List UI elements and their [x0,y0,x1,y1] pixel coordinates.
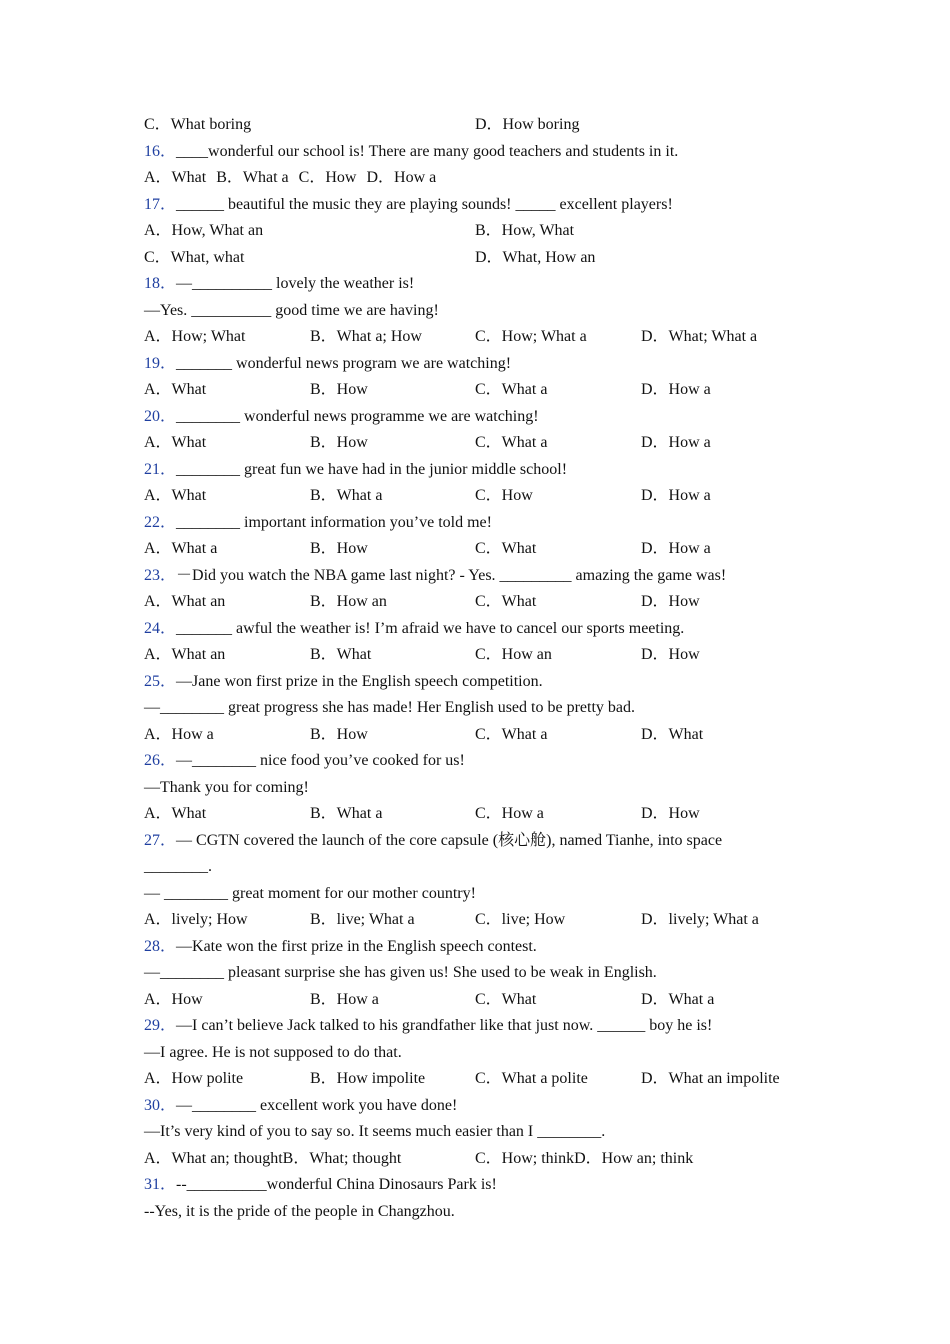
dialogue-line: —________ pleasant surprise she has given us! She used to be weak in English. [144,964,657,981]
option: A．How, What an [144,222,264,239]
dialogue-line: —I agree. He is not supposed to do that. [144,1043,402,1061]
question-text: —I can’t believe Jack talked to his grandfather like that just now. ______ boy he is! [176,1017,713,1034]
question-number: 27． [144,831,177,849]
option: C．How [475,487,533,504]
option: C．How; What a [475,328,587,345]
option: A．lively; How [144,911,248,928]
dialogue-line: --Yes, it is the pride of the people in Changzhou. [144,1202,455,1220]
option: B．What [310,646,372,663]
options-row [144,907,824,934]
option: A．What an [144,593,226,610]
dialogue-line: —________ great progress she has made! Her English used to be pretty bad. [144,699,635,716]
options-row [144,245,824,272]
question-stem [144,139,824,166]
question-number: 16． [144,142,177,160]
question-number: 25． [144,672,177,690]
options-row [144,430,824,457]
question-stem [144,563,824,590]
question-stem [144,271,824,298]
question-number: 20． [144,407,177,425]
dialogue-line: ________. [144,858,212,875]
question-number: 30． [144,1096,177,1114]
option: A．What [144,805,207,822]
option: D．How a [641,381,711,398]
option: D．What a [641,990,715,1008]
options-row [144,165,824,192]
question-text: ________ great fun we have had in the junior middle school! [176,460,568,478]
option: D．How a [366,169,437,186]
option: C．How [298,169,357,186]
dialogue-line: — ________ great moment for our mother country! [144,884,476,902]
question-stem [144,351,824,378]
question-text: －Did you watch the NBA game last night? - Yes. _________ amazing the game was! [176,566,727,584]
options-row [144,377,824,404]
question-stem [144,1013,824,1040]
question-stem [144,828,824,855]
option: D．What an impolite [641,1070,780,1087]
question-stem [144,748,824,775]
option: B．How [310,381,368,398]
question-text: ________ important information you’ve told me! [176,513,492,531]
option: C．What a [475,725,548,743]
question-stem [144,192,824,219]
option: C．What, what [144,248,245,266]
option: B．How an [310,593,387,610]
option: D．How [641,593,700,610]
options-row [144,536,824,563]
option: B．How, What [475,222,575,239]
question-text: —__________ lovely the weather is! [176,275,415,292]
question-text: _______ awful the weather is! I’m afraid we have to cancel our sports meeting. [176,619,685,637]
option: D．How [641,805,700,822]
option: A．What [144,434,207,451]
option: C．What a polite [475,1070,588,1087]
option: A．What an; thoughtB．What; thought [144,1149,402,1167]
question-text: ________ wonderful news programme we are watching! [176,407,539,425]
question-text: _______ wonderful news program we are watching! [176,354,512,372]
option: D．What [641,725,704,743]
option: D．What, How an [475,248,596,266]
option: B．What a [310,805,383,822]
option: D．How a [641,434,711,451]
options-row [144,642,824,669]
option: C．What [475,540,537,557]
option: A．How; What [144,328,246,345]
options-row [144,987,824,1014]
option: A．What a [144,540,218,557]
option: C．What a [475,381,548,398]
options-row [144,1146,824,1173]
dialogue-line: —It’s very kind of you to say so. It seems much easier than I ________. [144,1123,606,1140]
question-stem [144,1172,824,1199]
option: C．How; thinkD．How an; think [475,1149,694,1167]
question-number: 21． [144,460,177,478]
question-text: —Kate won the first prize in the English speech contest. [176,937,537,955]
option: C．What [475,990,537,1008]
option: C．live; How [475,911,566,928]
question-stem [144,457,824,484]
option: C．What [475,593,537,610]
option: A．How a [144,725,214,743]
option: D．How a [641,540,711,557]
question-text: —Jane won first prize in the English speech competition. [176,672,543,690]
option: B．What a; How [310,328,422,345]
option: B．live; What a [310,911,415,928]
dialogue-line: —Yes. __________ good time we are having! [144,301,439,319]
question-stem [144,669,824,696]
question-number: 29． [144,1017,177,1034]
option: C．What boring [144,116,252,133]
option: D．What; What a [641,328,758,345]
option: A．What [144,169,207,186]
question-text: ____wonderful our school is! There are many good teachers and students in it. [176,142,679,160]
option: D．lively; What a [641,911,759,928]
question-text: —________ excellent work you have done! [176,1096,458,1114]
question-stem [144,934,824,961]
option: A．What [144,381,207,398]
option: D．How a [641,487,711,504]
option: C．What a [475,434,548,451]
options-row [144,483,824,510]
question-stem [144,510,824,537]
options-row [144,218,824,245]
question-text: ______ beautiful the music they are playing sounds! _____ excellent players! [176,195,673,213]
option: B．How impolite [310,1070,426,1087]
question-number: 28． [144,937,177,955]
option: A．How polite [144,1070,244,1087]
options-row [144,112,824,139]
option: A．What an [144,646,226,663]
option: B．How [310,540,368,557]
question-number: 17． [144,195,177,213]
options-row [144,1066,824,1093]
question-number: 22． [144,513,177,531]
question-stem [144,404,824,431]
option: C．How an [475,646,552,663]
options-row [144,722,824,749]
question-text: —________ nice food you’ve cooked for us! [176,752,465,769]
option: D．How [641,646,700,663]
question-stem [144,616,824,643]
option: C．How a [475,805,544,822]
option: B．What a [216,169,289,186]
exercise-page [144,112,824,1225]
question-number: 31． [144,1176,177,1193]
option: B．How [310,434,368,451]
option: B．What a [310,487,383,504]
question-number: 24． [144,619,177,637]
question-number: 26． [144,752,177,769]
question-text: — CGTN covered the launch of the core capsule (核心舱), named Tianhe, into space [176,831,723,849]
question-number: 23． [144,566,177,584]
dialogue-line: —Thank you for coming! [144,778,309,796]
question-stem [144,1093,824,1120]
options-row [144,324,824,351]
option: A．What [144,487,207,504]
question-number: 19． [144,354,177,372]
option: B．How a [310,990,379,1008]
question-number: 18． [144,275,177,292]
question-text: --__________wonderful China Dinosaurs Park is! [176,1176,497,1193]
options-row [144,589,824,616]
option: B．How [310,725,368,743]
option: D．How boring [475,116,580,133]
options-row [144,801,824,828]
option: A．How [144,990,203,1008]
